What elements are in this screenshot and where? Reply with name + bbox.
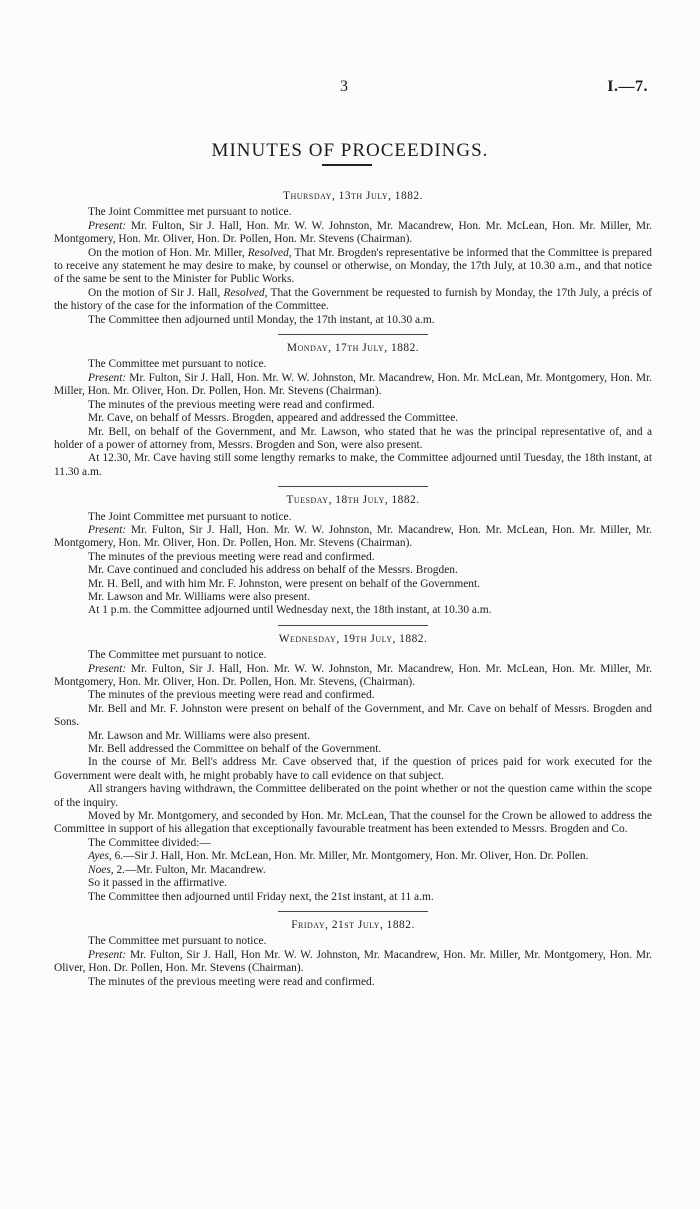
paragraph-text: That the Government be requested to furnish by Monday, the 17th July, a précis of the history of the case for the information of the Committee. — [54, 286, 652, 313]
paragraph-text: The minutes of the previous meeting were read and confirmed. — [88, 975, 375, 988]
minute-paragraph — [54, 703, 652, 730]
meeting-date: Wednesday, 19th July, 1882. — [278, 632, 428, 645]
meeting-date: Tuesday, 18th July, 1882. — [286, 494, 420, 507]
paragraph-text: That Mr. Brogden's representative be informed that the Committee is prepared to receive any statement he may desire to make, by counsel or otherwise, on Monday, the 17th July, at 10.30 a.m., and that notice of the same be sent to the Minister for Public Works. — [54, 246, 652, 286]
section-separator — [278, 486, 428, 487]
paragraph-text: Mr. H. Bell, and with him Mr. F. Johnston, were present on behalf of the Government. — [88, 577, 481, 590]
section-separator — [278, 334, 428, 335]
paragraph-text: The Joint Committee met pursuant to notice. — [88, 206, 292, 219]
paragraph-text: Mr. Fulton, Sir J. Hall, Hon. Mr. W. W. Johnston, Mr. Macandrew, Hon. Mr. McLean, Mr. Montgomery, Hon. Mr. Miller, Hon. Mr. Oliver, Hon. Dr. Pollen, Hon. Mr. Stevens (Chairman). — [54, 371, 652, 398]
italic-lead: Present: — [88, 219, 127, 232]
minute-paragraph — [54, 578, 652, 591]
paragraph-text: The Joint Committee met pursuant to notice. — [88, 510, 292, 523]
paragraph-text: The Committee met pursuant to notice. — [88, 358, 267, 371]
minute-paragraph — [54, 551, 652, 564]
paragraph-text: Mr. Bell addressed the Committee on behalf of the Government. — [88, 743, 382, 756]
minute-paragraph — [54, 287, 652, 314]
minute-paragraph — [54, 663, 652, 690]
page-number: 3 — [340, 78, 348, 95]
paragraph-text: Mr. Fulton, Sir J. Hall, Hon. Mr. W. W. Johnston, Mr. Macandrew, Hon. Mr. McLean, Hon. Mr. Miller, Mr. Montgomery, Hon. Mr. Oliver, Hon. Dr. Pollen, Hon. Mr. Stevens (Chairman). — [54, 219, 652, 246]
paragraph-text: 6.—Sir J. Hall, Hon. Mr. McLean, Hon. Mr. Miller, Mr. Montgomery, Hon. Mr. Oliver, Hon. Dr. Pollen. — [111, 850, 589, 863]
paragraph-text: Mr. Fulton, Sir J. Hall, Hon. Mr. W. W. Johnston, Mr. Macandrew, Hon. Mr. McLean, Hon. Mr. Miller, Mr. Montgomery, Hon. Mr. Oliver, Hon. Dr. Pollen, Hon. Mr. Stevens (Chairman). — [54, 523, 652, 550]
minute-paragraph — [54, 810, 652, 837]
italic-lead: Resolved, — [247, 246, 292, 259]
paragraph-text: The Committee met pursuant to notice. — [88, 935, 267, 948]
meeting-date: Monday, 17th July, 1882. — [286, 342, 420, 355]
minute-paragraph — [54, 358, 652, 371]
paragraph-text: The Committee met pursuant to notice. — [88, 649, 267, 662]
paragraph-text: 2.—Mr. Fulton, Mr. Macandrew. — [113, 863, 266, 876]
minute-paragraph — [54, 756, 652, 783]
minute-paragraph — [54, 591, 652, 604]
section-separator — [278, 625, 428, 626]
paragraph-text: Mr. Fulton, Sir J. Hall, Hon Mr. W. W. Johnston, Mr. Macandrew, Hon. Mr. Miller, Mr. Montgomery, Hon. Mr. Oliver, Hon. Dr. Pollen, Hon. Mr. Stevens (Chairman). — [54, 948, 652, 975]
paragraph-text: Mr. Cave, on behalf of Messrs. Brogden, appeared and addressed the Committee. — [88, 412, 459, 425]
minute-paragraph — [54, 877, 652, 890]
paragraph-text: In the course of Mr. Bell's address Mr. Cave observed that, if the question of prices paid for work executed for the Government were dealt with, he might probably have to call evidence on that subject. — [54, 756, 652, 782]
italic-lead: Noes, — [88, 863, 114, 876]
minute-paragraph — [54, 314, 652, 327]
minute-paragraph — [54, 850, 652, 863]
paragraph-text: Mr. Bell, on behalf of the Government, and Mr. Lawson, who stated that he was the principal representative of, and a holder of a power of attorney from, Messrs. Brogden and Son, were also present. — [54, 425, 652, 451]
italic-lead: Present: — [88, 948, 127, 961]
minute-paragraph — [54, 511, 652, 524]
section-separator — [278, 911, 428, 912]
paragraph-text: Mr. Cave continued and concluded his address on behalf of the Messrs. Brogden. — [88, 564, 458, 577]
paragraph-text: Moved by Mr. Montgomery, and seconded by Hon. Mr. McLean, That the counsel for the Crown be allowed to address the Committee in support of his allegation that exceptionally favourable treatment has been extended to Messrs. Brogden and Co. — [54, 810, 652, 836]
meeting-date: Thursday, 13th July, 1882. — [283, 190, 423, 202]
title-rule — [322, 164, 372, 166]
minute-paragraph — [54, 730, 652, 743]
paragraph-text: The Committee then adjourned until Friday next, the 21st instant, at 11 a.m. — [88, 890, 434, 903]
minute-paragraph — [54, 399, 652, 412]
paragraph-text: The minutes of the previous meeting were read and confirmed. — [88, 550, 375, 563]
minute-paragraph — [54, 206, 652, 219]
paragraph-text: Mr. Bell and Mr. F. Johnston were present on behalf of the Government, and Mr. Cave on behalf of Messrs. Brogden and Sons. — [54, 702, 652, 729]
paragraph-text: At 12.30, Mr. Cave having still some lengthy remarks to make, the Committee adjourned until Tuesday, the 18th instant, at 11.30 a.m. — [54, 452, 652, 478]
paragraph-text: The Committee then adjourned until Monday, the 17th instant, at 10.30 a.m. — [88, 313, 435, 326]
minute-paragraph — [54, 743, 652, 756]
document-reference: I.—7. — [607, 78, 648, 95]
minute-paragraph — [54, 412, 652, 425]
minute-paragraph — [54, 247, 652, 287]
minute-paragraph — [54, 604, 652, 617]
minute-paragraph — [54, 524, 652, 551]
minute-paragraph — [54, 864, 652, 877]
minute-paragraph — [54, 891, 652, 904]
paragraph-text: The minutes of the previous meeting were read and confirmed. — [88, 398, 375, 411]
motion-prefix: On the motion of Hon. Mr. Miller, — [88, 246, 248, 259]
minute-paragraph — [54, 976, 652, 989]
motion-prefix: On the motion of Sir J. Hall, — [88, 286, 224, 299]
minute-paragraph — [54, 837, 652, 850]
minute-paragraph — [54, 689, 652, 702]
minute-paragraph — [54, 426, 652, 453]
italic-lead: Ayes, — [88, 850, 112, 863]
paragraph-text: Mr. Lawson and Mr. Williams were also present. — [88, 590, 311, 603]
paragraph-text: All strangers having withdrawn, the Committee deliberated on the point whether or not the question came within the scope of the inquiry. — [54, 783, 652, 809]
minute-paragraph — [54, 564, 652, 577]
italic-lead: Resolved, — [223, 286, 268, 299]
page-title: MINUTES OF PROCEEDINGS. — [211, 140, 489, 161]
page-header — [0, 78, 700, 98]
minute-paragraph — [54, 649, 652, 662]
paragraph-text: So it passed in the affirmative. — [88, 877, 227, 890]
minute-paragraph — [54, 949, 652, 976]
paragraph-text: Mr. Lawson and Mr. Williams were also present. — [88, 729, 311, 742]
paragraph-text: Mr. Fulton, Sir J. Hall, Hon. Mr. W. W. Johnston, Mr. Macandrew, Hon. Mr. McLean, Hon. Mr. Miller, Mr. Montgomery, Hon. Mr. Oliver, Hon. Dr. Pollen, Hon. Mr. Stevens, (Chairman). — [54, 662, 652, 688]
minutes-body — [54, 186, 652, 989]
paragraph-text: At 1 p.m. the Committee adjourned until Wednesday next, the 18th instant, at 10.30 a.m. — [88, 604, 492, 617]
paragraph-text: The Committee divided:— — [88, 836, 211, 849]
italic-lead: Present: — [88, 371, 127, 384]
paragraph-text: The minutes of the previous meeting were read and confirmed. — [88, 689, 375, 702]
minute-paragraph — [54, 452, 652, 479]
minute-paragraph — [54, 372, 652, 399]
minute-paragraph — [54, 783, 652, 810]
minute-paragraph — [54, 935, 652, 948]
italic-lead: Present: — [88, 662, 127, 675]
minute-paragraph — [54, 220, 652, 247]
italic-lead: Present: — [88, 523, 127, 536]
meeting-date: Friday, 21st July, 1882. — [291, 918, 415, 931]
